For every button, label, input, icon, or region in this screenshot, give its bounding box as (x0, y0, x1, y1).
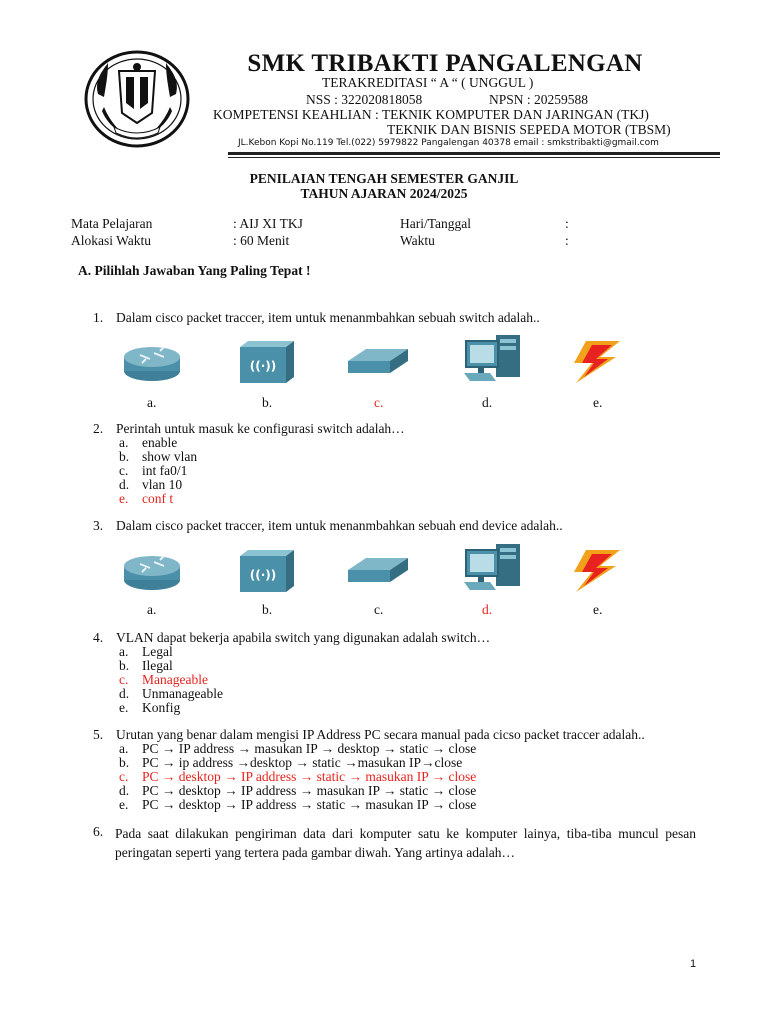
router-icon (120, 546, 184, 594)
option-text-answer: conf t (142, 491, 174, 506)
duration-value: : 60 Menit (233, 233, 290, 248)
duration-label: Alokasi Waktu (71, 233, 152, 248)
option-letter: b. (119, 755, 130, 770)
page-number: 1 (690, 958, 697, 970)
option-text: vlan 10 (142, 477, 183, 492)
question-text: Dalam cisco packet traccer, item untuk menanmbahkan sebuah switch adalah.. (116, 310, 540, 325)
pc-icon (460, 333, 524, 381)
option-letter-answer: c. (119, 672, 129, 687)
option-letter: b. (119, 449, 130, 464)
question-text: Pada saat dilakukan pengiriman data dari komputer satu ke komputer lainya, tiba-tiba muncul pesan peringatan seperti yang tertera pada gambar diwah. Yang artinya adalah… (115, 826, 696, 860)
header-rule-thin (228, 157, 720, 158)
option-label-answer: d. (482, 602, 493, 617)
option-text-answer: Manageable (142, 672, 208, 687)
option-letter: b. (119, 658, 130, 673)
option-text: PC → desktop → IP address → static → masukan IP → close (142, 797, 477, 812)
option-text: show vlan (142, 449, 198, 464)
subject-label: Mata Pelajaran (71, 216, 153, 231)
option-label: d. (482, 395, 493, 410)
option-label: b. (262, 602, 273, 617)
connection-icon (566, 546, 630, 594)
day-value: : (565, 216, 569, 231)
option-label: a. (147, 602, 157, 617)
question-number: 4. (93, 630, 104, 645)
time-value: : (565, 233, 569, 248)
question-text: Perintah untuk masuk ke configurasi switch adalah… (116, 421, 405, 436)
question-text: VLAN dapat bekerja apabila switch yang digunakan adalah switch… (116, 630, 491, 645)
option-text: PC → desktop → IP address → masukan IP → static → close (142, 783, 477, 798)
option-text: PC → ip address →desktop → static →masukan IP→close (142, 755, 463, 770)
school-address: JL.Kebon Kopi No.119 Tel.(022) 5979822 Pangalengan 40378 email : smkstribakti@gmail.com (238, 138, 659, 148)
option-label-answer: c. (374, 395, 384, 410)
option-text: Unmanageable (142, 686, 223, 701)
option-letter-answer: c. (119, 769, 129, 784)
option-letter: c. (119, 463, 129, 478)
router-icon (120, 337, 184, 385)
option-letter-answer: e. (119, 491, 129, 506)
option-letter: a. (119, 644, 129, 659)
option-text: Ilegal (142, 658, 173, 673)
option-text: Konfig (142, 700, 181, 715)
day-label: Hari/Tanggal (400, 216, 472, 231)
question-number: 1. (93, 310, 104, 325)
npsn: NPSN : 20259588 (489, 92, 589, 107)
time-label: Waktu (400, 233, 435, 248)
pc-icon (460, 542, 524, 590)
svg-text:((·)): ((·)) (249, 359, 277, 373)
option-text: enable (142, 435, 178, 450)
competency-line-2: TEKNIK DAN BISNIS SEPEDA MOTOR (TBSM) (387, 122, 671, 137)
option-letter: d. (119, 477, 130, 492)
hub-icon (234, 546, 298, 594)
hub-icon (234, 337, 298, 385)
option-label: e. (593, 395, 603, 410)
option-letter: a. (119, 435, 129, 450)
option-text: int fa0/1 (142, 463, 188, 478)
option-letter: a. (119, 741, 129, 756)
option-label: a. (147, 395, 157, 410)
question-number: 3. (93, 518, 104, 533)
option-text: Legal (142, 644, 173, 659)
question-text: Dalam cisco packet traccer, item untuk menanmbahkan sebuah end device adalah.. (116, 518, 563, 533)
accreditation: TERAKREDITASI “ A “ ( UNGGUL ) (322, 75, 534, 90)
connection-icon (566, 337, 630, 385)
nss: NSS : 322020818058 (306, 92, 423, 107)
subject-value: : AIJ XI TKJ (233, 216, 303, 231)
school-name: SMK TRIBAKTI PANGALENGAN (247, 50, 643, 77)
question-text: Urutan yang benar dalam mengisi IP Address PC secara manual pada cicso packet traccer adalah.. (116, 727, 645, 742)
competency-line-1: KOMPETENSI KEAHLIAN : TEKNIK KOMPUTER DAN JARINGAN (TKJ) (213, 107, 649, 122)
svg-text:((·)): ((·)) (249, 568, 277, 582)
question-number: 2. (93, 421, 104, 436)
option-text: PC → IP address → masukan IP → desktop → static → close (142, 741, 477, 756)
option-letter: d. (119, 783, 130, 798)
option-letter: d. (119, 686, 130, 701)
option-label: b. (262, 395, 273, 410)
option-text-answer: PC → desktop → IP address → static → masukan IP → close (142, 769, 477, 784)
option-letter: e. (119, 700, 129, 715)
option-letter: e. (119, 797, 129, 812)
exam-year: TAHUN AJARAN 2024/2025 (300, 186, 468, 201)
option-label: e. (593, 602, 603, 617)
question-number: 6. (93, 824, 104, 839)
header-rule-thick (228, 152, 720, 155)
section-title: A. Pilihlah Jawaban Yang Paling Tepat ! (78, 263, 311, 278)
switch-icon (346, 337, 410, 385)
question-number: 5. (93, 727, 104, 742)
switch-icon (346, 546, 410, 594)
option-label: c. (374, 602, 384, 617)
exam-title: PENILAIAN TENGAH SEMESTER GANJIL (249, 171, 519, 186)
